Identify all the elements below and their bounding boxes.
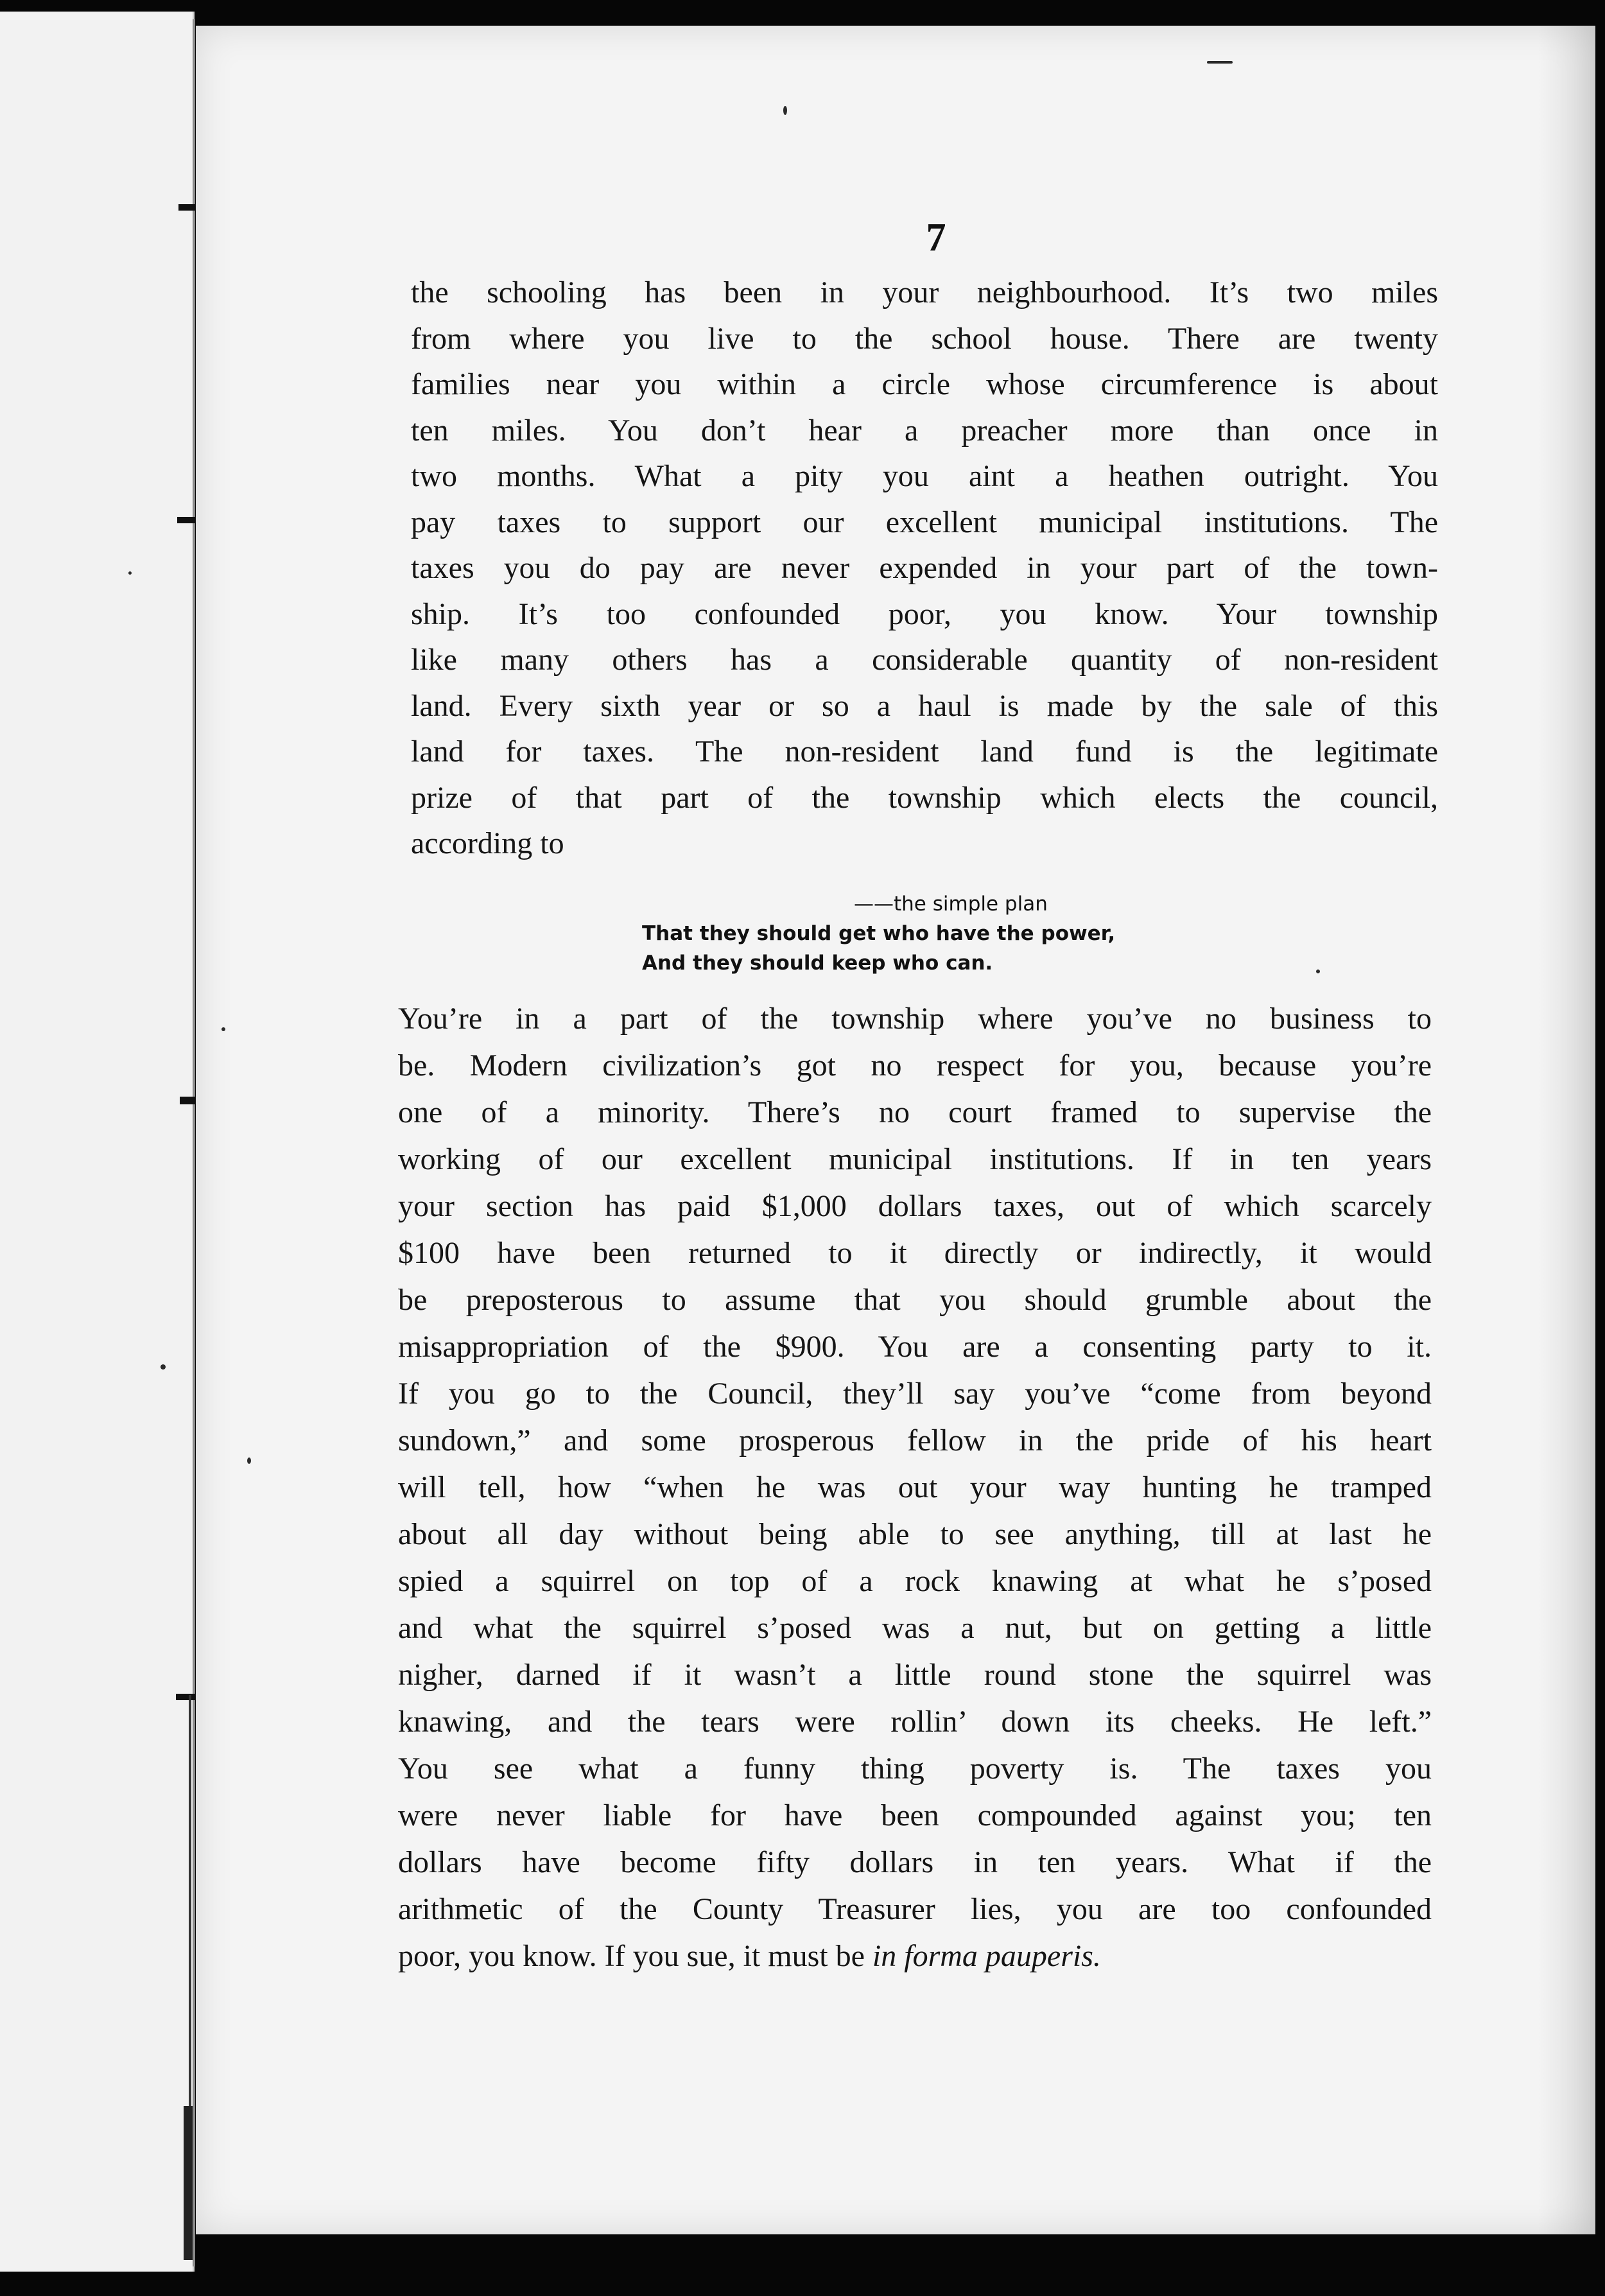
facing-page-edge xyxy=(0,12,195,2272)
text-line: arithmetic of the County Treasurer lies, you are too confounded xyxy=(398,1892,1432,1926)
text-line: working of our excellent municipal institutions. If in ten years xyxy=(398,1142,1432,1176)
quote-line: That they should get who have the power, xyxy=(642,922,1116,945)
page-shadow xyxy=(1538,26,1595,2234)
text-line: ten miles. You don’t hear a preacher more than once in xyxy=(411,413,1438,448)
text-line: land. Every sixth year or so a haul is made by the sale of this xyxy=(411,688,1438,723)
paragraph-2 xyxy=(398,995,1432,1979)
text-line: ship. It’s too confounded poor, you know. Your township xyxy=(411,596,1438,631)
text-line: families near you within a circle whose circumference is about xyxy=(411,367,1438,401)
text-line: land for taxes. The non-resident land fund is the legitimate xyxy=(411,735,1438,769)
text-line: like many others has a considerable quantity of non-resident xyxy=(411,643,1438,677)
text-line: You’re in a part of the township where you’ve no business to xyxy=(398,1002,1432,1036)
text-line: dollars have become fifty dollars in ten years. What if the xyxy=(398,1845,1432,1879)
quote-line: And they should keep who can. xyxy=(642,952,993,975)
text-line: about all day without being able to see anything, till at last he xyxy=(398,1517,1432,1551)
text-line: prize of that part of the township which elects the council, xyxy=(411,780,1438,815)
text-line: your section has paid $1,000 dollars taxes, out of which scarcely xyxy=(398,1189,1432,1223)
text-line: according to xyxy=(411,826,564,860)
text-line: misappropriation of the $900. You are a consenting party to it. xyxy=(398,1330,1432,1364)
text-line: two months. What a pity you aint a heathen outright. You xyxy=(411,459,1438,493)
paper-speck xyxy=(128,571,132,575)
paper-speck xyxy=(247,1457,251,1464)
text-line: spied a squirrel on top of a rock knawing at what he s’posed xyxy=(398,1564,1432,1598)
text-line: pay taxes to support our excellent municipal institutions. The xyxy=(411,505,1438,539)
latin-phrase: in forma pauperis. xyxy=(872,1939,1101,1973)
text-line-final xyxy=(398,1933,1432,1979)
paper-speck xyxy=(1316,970,1320,973)
text-line: the schooling has been in your neighbourhood. It’s two miles xyxy=(411,275,1438,309)
stitch-thread xyxy=(189,1695,191,2144)
text-line: one of a minority. There’s no court framed to supervise the xyxy=(398,1095,1432,1129)
text-line: If you go to the Council, they’ll say you’ve “come from beyond xyxy=(398,1377,1432,1411)
paragraph-1 xyxy=(411,270,1438,867)
text-line: from where you live to the school house. There are twenty xyxy=(411,321,1438,356)
paper-speck xyxy=(1207,61,1233,64)
text-line: sundown,” and some prosperous fellow in the pride of his heart xyxy=(398,1423,1432,1457)
paper-speck xyxy=(783,106,787,115)
page-number: 7 xyxy=(926,216,946,259)
paper-speck xyxy=(160,1364,166,1370)
text-line: You see what a funny thing poverty is. The taxes you xyxy=(398,1752,1432,1786)
text-line: be preposterous to assume that you should grumble about the xyxy=(398,1283,1432,1317)
text-line: will tell, how “when he was out your way hunting he tramped xyxy=(398,1470,1432,1504)
text-line: nigher, darned if it wasn’t a little round stone the squirrel was xyxy=(398,1658,1432,1692)
final-line-roman: poor, you know. If you sue, it must be xyxy=(398,1939,872,1973)
quote-line: ——the simple plan xyxy=(854,892,1048,916)
text-line: and what the squirrel s’posed was a nut, but on getting a little xyxy=(398,1611,1432,1645)
verse-quotation xyxy=(642,889,1220,978)
text-line: $100 have been returned to it directly or indirectly, it would xyxy=(398,1236,1432,1270)
text-line: were never liable for have been compounded against you; ten xyxy=(398,1798,1432,1832)
text-line: knawing, and the tears were rollin’ down its cheeks. He left.” xyxy=(398,1705,1432,1739)
text-line: be. Modern civilization’s got no respect for you, because you’re xyxy=(398,1048,1432,1083)
text-line: taxes you do pay are never expended in your part of the town- xyxy=(411,551,1438,585)
torn-edge-mark xyxy=(184,2106,193,2260)
paper-speck xyxy=(221,1027,225,1031)
